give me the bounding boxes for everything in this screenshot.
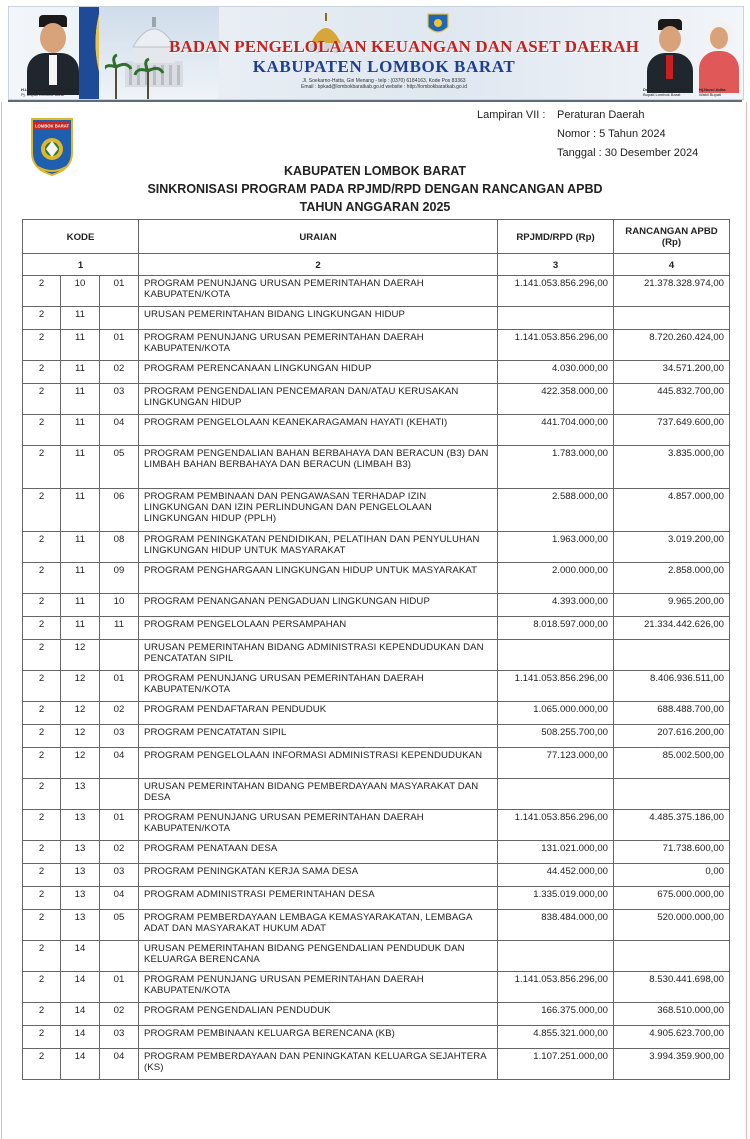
lampiran-nomor: Nomor : 5 Tahun 2024 <box>557 128 666 140</box>
uraian-cell: URUSAN PEMERINTAHAN BIDANG PENGENDALIAN PENDUDUK DAN KELUARGA BERENCANA <box>139 941 498 972</box>
kode-urusan: 2 <box>23 330 61 361</box>
crest-label: LOMBOK BARAT <box>34 123 70 129</box>
table-row <box>23 748 730 779</box>
kode-urusan: 2 <box>23 384 61 415</box>
kode-program: 03 <box>100 384 139 415</box>
kode-bidang: 11 <box>61 415 100 446</box>
table-row <box>23 532 730 563</box>
table-row <box>23 1049 730 1080</box>
apbd-value: 4.485.375.186,00 <box>614 810 730 841</box>
kode-urusan: 2 <box>23 841 61 864</box>
rpjmd-value: 1.141.053.856.296,00 <box>498 671 614 702</box>
rpjmd-value: 422.358.000,00 <box>498 384 614 415</box>
table-row <box>23 617 730 640</box>
kode-bidang: 12 <box>61 671 100 702</box>
kode-bidang: 12 <box>61 748 100 779</box>
table-row <box>23 489 730 532</box>
lampiran-label: Lampiran VII : <box>477 109 546 121</box>
uraian-cell: PROGRAM PENUNJANG URUSAN PEMERINTAHAN DAERAH KABUPATEN/KOTA <box>139 276 498 307</box>
uraian-cell: URUSAN PEMERINTAHAN BIDANG ADMINISTRASI KEPENDUDUKAN DAN PENCATATAN SIPIL <box>139 640 498 671</box>
kode-urusan: 2 <box>23 887 61 910</box>
apbd-value: 688.488.700,00 <box>614 702 730 725</box>
apbd-value: 34.571.200,00 <box>614 361 730 384</box>
apbd-value: 368.510.000,00 <box>614 1003 730 1026</box>
rpjmd-value <box>498 640 614 671</box>
kode-program: 04 <box>100 1049 139 1080</box>
kode-program: 05 <box>100 910 139 941</box>
kode-program: 01 <box>100 276 139 307</box>
right-margin-line <box>746 102 747 1139</box>
apbd-value: 9.965.200,00 <box>614 594 730 617</box>
apbd-value: 207.616.200,00 <box>614 725 730 748</box>
apbd-value: 71.738.600,00 <box>614 841 730 864</box>
table-row <box>23 779 730 810</box>
rpjmd-value: 1.107.251.000,00 <box>498 1049 614 1080</box>
uraian-cell: PROGRAM PERENCANAAN LINGKUNGAN HIDUP <box>139 361 498 384</box>
kode-bidang: 14 <box>61 1026 100 1049</box>
kode-bidang: 11 <box>61 330 100 361</box>
doc-title-line3: TAHUN ANGGARAN 2025 <box>299 200 451 214</box>
palm-trees-icon <box>105 53 165 99</box>
kode-bidang: 13 <box>61 841 100 864</box>
header-rancangan: RANCANGAN APBD (Rp) <box>614 220 730 254</box>
kode-bidang: 11 <box>61 563 100 594</box>
kode-urusan: 2 <box>23 563 61 594</box>
apbd-value <box>614 640 730 671</box>
uraian-cell: PROGRAM PEMBINAAN KELUARGA BERENCANA (KB) <box>139 1026 498 1049</box>
kode-bidang: 12 <box>61 725 100 748</box>
apbd-value: 85.002.500,00 <box>614 748 730 779</box>
kode-urusan: 2 <box>23 307 61 330</box>
right-official-photo-2 <box>697 19 741 93</box>
apbd-value: 445.832.700,00 <box>614 384 730 415</box>
left-official-title: Pj. Bupati Lombok Barat <box>21 92 65 97</box>
kode-program: 01 <box>100 671 139 702</box>
kode-bidang: 11 <box>61 489 100 532</box>
apbd-value: 3.835.000,00 <box>614 446 730 489</box>
right-official-1-name: Drs. H.Lalu Ahmad Zaini <box>643 87 690 92</box>
kode-bidang: 14 <box>61 1049 100 1080</box>
apbd-value: 21.334.442.626,00 <box>614 617 730 640</box>
uraian-cell: PROGRAM PENGHARGAAN LINGKUNGAN HIDUP UNTUK MASYARAKAT <box>139 563 498 594</box>
uraian-cell: PROGRAM PEMBINAAN DAN PENGAWASAN TERHADAP IZIN LINGKUNGAN DAN IZIN PERLINDUNGAN DAN PENGELOLAAN LINGKUNGAN HIDUP (PPLH) <box>139 489 498 532</box>
header-number-3: 3 <box>498 254 614 276</box>
rpjmd-value: 4.030.000,00 <box>498 361 614 384</box>
kode-program: 02 <box>100 1003 139 1026</box>
rpjmd-value: 77.123.000,00 <box>498 748 614 779</box>
uraian-cell: PROGRAM PENINGKATAN KERJA SAMA DESA <box>139 864 498 887</box>
rpjmd-value <box>498 307 614 330</box>
left-official-photo <box>23 13 83 93</box>
table-row <box>23 864 730 887</box>
agency-address <box>229 78 539 90</box>
kode-program: 01 <box>100 810 139 841</box>
right-official-1-title: Bupati Lombok Barat <box>643 92 681 97</box>
table-row <box>23 384 730 415</box>
table-row <box>23 640 730 671</box>
rpjmd-value: 2.588.000,00 <box>498 489 614 532</box>
rpjmd-value: 1.963.000,00 <box>498 532 614 563</box>
apbd-value: 4.905.623.700,00 <box>614 1026 730 1049</box>
table-row <box>23 887 730 910</box>
kode-bidang: 10 <box>61 276 100 307</box>
kode-bidang: 13 <box>61 910 100 941</box>
kode-bidang: 13 <box>61 864 100 887</box>
rpjmd-value <box>498 941 614 972</box>
table-row <box>23 671 730 702</box>
kode-program: 06 <box>100 489 139 532</box>
uraian-cell: PROGRAM PENDAFTARAN PENDUDUK <box>139 702 498 725</box>
uraian-cell: URUSAN PEMERINTAHAN BIDANG LINGKUNGAN HIDUP <box>139 307 498 330</box>
regency-logo-icon <box>427 13 449 37</box>
apbd-value: 737.649.600,00 <box>614 415 730 446</box>
uraian-cell: PROGRAM PENINGKATAN PENDIDIKAN, PELATIHAN DAN PENYULUHAN LINGKUNGAN HIDUP UNTUK MASYARAKAT <box>139 532 498 563</box>
address-line: Jl. Soekarno-Hatta, Giri Menang - telp : (0370) 6184163, Kode Pos 83363 <box>302 78 466 84</box>
rpjmd-value: 441.704.000,00 <box>498 415 614 446</box>
uraian-cell: PROGRAM PENGELOLAAN INFORMASI ADMINISTRASI KEPENDUDUKAN <box>139 748 498 779</box>
rpjmd-value: 166.375.000,00 <box>498 1003 614 1026</box>
doc-title-line2: SINKRONISASI PROGRAM PADA RPJMD/RPD DENGAN RANCANGAN APBD <box>147 182 603 196</box>
agency-subtitle: KABUPATEN LOMBOK BARAT <box>252 57 516 76</box>
kode-urusan: 2 <box>23 594 61 617</box>
kode-urusan: 2 <box>23 361 61 384</box>
table-row <box>23 330 730 361</box>
kode-bidang: 14 <box>61 1003 100 1026</box>
rpjmd-value: 4.393.000,00 <box>498 594 614 617</box>
kode-bidang: 11 <box>61 307 100 330</box>
kode-urusan: 2 <box>23 532 61 563</box>
rpjmd-value: 1.141.053.856.296,00 <box>498 972 614 1003</box>
uraian-cell: PROGRAM PENGELOLAAN KEANEKARAGAMAN HAYATI (KEHATI) <box>139 415 498 446</box>
apbd-value: 2.858.000,00 <box>614 563 730 594</box>
table-row <box>23 563 730 594</box>
header-number-4: 4 <box>614 254 730 276</box>
program-sync-table <box>22 219 729 1080</box>
rpjmd-value: 1.783.000,00 <box>498 446 614 489</box>
kode-urusan: 2 <box>23 617 61 640</box>
rpjmd-value: 2.000.000,00 <box>498 563 614 594</box>
rpjmd-value: 838.484.000,00 <box>498 910 614 941</box>
rpjmd-value: 1.335.019.000,00 <box>498 887 614 910</box>
table-row <box>23 1003 730 1026</box>
left-margin-line <box>1 102 2 1139</box>
apbd-value: 8.406.936.511,00 <box>614 671 730 702</box>
kode-program <box>100 307 139 330</box>
kode-urusan: 2 <box>23 489 61 532</box>
uraian-cell: PROGRAM PENCATATAN SIPIL <box>139 725 498 748</box>
kode-urusan: 2 <box>23 671 61 702</box>
kode-program: 02 <box>100 841 139 864</box>
kode-program: 02 <box>100 702 139 725</box>
rpjmd-value: 1.141.053.856.296,00 <box>498 330 614 361</box>
left-official-name: H.LALU AHMAD ZAINI, SE.MM <box>21 87 79 92</box>
kode-bidang: 13 <box>61 810 100 841</box>
rpjmd-value: 131.021.000,00 <box>498 841 614 864</box>
apbd-value: 21.378.328.974,00 <box>614 276 730 307</box>
rpjmd-value: 44.452.000,00 <box>498 864 614 887</box>
kode-program: 03 <box>100 725 139 748</box>
kode-program: 04 <box>100 748 139 779</box>
right-official-2-name: Hj.Nurul Adha <box>699 87 726 92</box>
letterhead-banner <box>8 6 744 100</box>
kode-bidang: 11 <box>61 446 100 489</box>
uraian-cell: PROGRAM PENGELOLAAN PERSAMPAHAN <box>139 617 498 640</box>
kode-bidang: 11 <box>61 594 100 617</box>
kode-urusan: 2 <box>23 779 61 810</box>
header-kode: KODE <box>23 220 139 254</box>
banner-divider <box>8 100 742 102</box>
contact-line: Email : bpkad@lombokbaratkab.go.id website : http://lombokbaratkab.go.id <box>300 84 467 90</box>
kode-program: 01 <box>100 972 139 1003</box>
uraian-cell: PROGRAM PENUNJANG URUSAN PEMERINTAHAN DAERAH KABUPATEN/KOTA <box>139 972 498 1003</box>
rpjmd-value <box>498 779 614 810</box>
uraian-cell: PROGRAM ADMINISTRASI PEMERINTAHAN DESA <box>139 887 498 910</box>
kode-program: 03 <box>100 1026 139 1049</box>
kode-program: 01 <box>100 330 139 361</box>
kode-program: 09 <box>100 563 139 594</box>
apbd-value <box>614 941 730 972</box>
kode-bidang: 12 <box>61 640 100 671</box>
kode-program: 10 <box>100 594 139 617</box>
table-row <box>23 702 730 725</box>
kode-urusan: 2 <box>23 1049 61 1080</box>
kode-urusan: 2 <box>23 864 61 887</box>
table-row <box>23 972 730 1003</box>
table-row <box>23 725 730 748</box>
table-row <box>23 910 730 941</box>
header-number-1: 1 <box>23 254 139 276</box>
kode-urusan: 2 <box>23 972 61 1003</box>
kode-urusan: 2 <box>23 702 61 725</box>
kode-program: 02 <box>100 361 139 384</box>
doc-title-line1: KABUPATEN LOMBOK BARAT <box>284 164 466 178</box>
kode-urusan: 2 <box>23 276 61 307</box>
uraian-cell: PROGRAM PENGENDALIAN PENDUDUK <box>139 1003 498 1026</box>
right-official-2-title: Wakil Bupati <box>699 92 722 97</box>
kode-bidang: 14 <box>61 941 100 972</box>
kode-bidang: 13 <box>61 887 100 910</box>
table-row <box>23 841 730 864</box>
kode-urusan: 2 <box>23 446 61 489</box>
apbd-value: 520.000.000,00 <box>614 910 730 941</box>
rpjmd-value: 8.018.597.000,00 <box>498 617 614 640</box>
rpjmd-value: 4.855.321.000,00 <box>498 1026 614 1049</box>
header-uraian: URAIAN <box>139 220 498 254</box>
kode-bidang: 12 <box>61 702 100 725</box>
table-row <box>23 446 730 489</box>
uraian-cell: URUSAN PEMERINTAHAN BIDANG PEMBERDAYAAN MASYARAKAT DAN DESA <box>139 779 498 810</box>
table-row <box>23 415 730 446</box>
table-row <box>23 276 730 307</box>
uraian-cell: PROGRAM PENGENDALIAN PENCEMARAN DAN/ATAU KERUSAKAN LINGKUNGAN HIDUP <box>139 384 498 415</box>
kode-program <box>100 941 139 972</box>
kode-bidang: 11 <box>61 361 100 384</box>
table-row <box>23 810 730 841</box>
kode-urusan: 2 <box>23 910 61 941</box>
table-body <box>23 276 730 1080</box>
rpjmd-value: 1.141.053.856.296,00 <box>498 276 614 307</box>
apbd-value: 3.019.200,00 <box>614 532 730 563</box>
uraian-cell: PROGRAM PEMBERDAYAAN LEMBAGA KEMASYARAKATAN, LEMBAGA ADAT DAN MASYARAKAT HUKUM ADAT <box>139 910 498 941</box>
apbd-value <box>614 307 730 330</box>
uraian-cell: PROGRAM PENUNJANG URUSAN PEMERINTAHAN DAERAH KABUPATEN/KOTA <box>139 671 498 702</box>
kode-program: 04 <box>100 887 139 910</box>
apbd-value: 8.530.441.698,00 <box>614 972 730 1003</box>
kode-program: 08 <box>100 532 139 563</box>
uraian-cell: PROGRAM PENANGANAN PENGADUAN LINGKUNGAN HIDUP <box>139 594 498 617</box>
apbd-value: 0,00 <box>614 864 730 887</box>
apbd-value <box>614 779 730 810</box>
lampiran-tanggal: Tanggal : 30 Desember 2024 <box>557 147 699 159</box>
kode-urusan: 2 <box>23 640 61 671</box>
kode-program <box>100 779 139 810</box>
right-official-photo-1 <box>645 17 695 93</box>
table-row <box>23 941 730 972</box>
uraian-cell: PROGRAM PENUNJANG URUSAN PEMERINTAHAN DAERAH KABUPATEN/KOTA <box>139 810 498 841</box>
header-number-2: 2 <box>139 254 498 276</box>
apbd-value: 4.857.000,00 <box>614 489 730 532</box>
rpjmd-value: 508.255.700,00 <box>498 725 614 748</box>
kode-urusan: 2 <box>23 725 61 748</box>
kode-urusan: 2 <box>23 941 61 972</box>
lampiran-value: Peraturan Daerah <box>557 109 645 121</box>
kode-program: 03 <box>100 864 139 887</box>
kode-bidang: 13 <box>61 779 100 810</box>
apbd-value: 8.720.260.424,00 <box>614 330 730 361</box>
apbd-value: 3.994.359.900,00 <box>614 1049 730 1080</box>
table-row <box>23 1026 730 1049</box>
kode-program: 05 <box>100 446 139 489</box>
kode-bidang: 11 <box>61 617 100 640</box>
uraian-cell: PROGRAM PENATAAN DESA <box>139 841 498 864</box>
apbd-value: 675.000.000,00 <box>614 887 730 910</box>
table-row <box>23 307 730 330</box>
kode-urusan: 2 <box>23 748 61 779</box>
kode-urusan: 2 <box>23 810 61 841</box>
uraian-cell: PROGRAM PEMBERDAYAAN DAN PENINGKATAN KELUARGA SEJAHTERA (KS) <box>139 1049 498 1080</box>
table-row <box>23 361 730 384</box>
agency-title: BADAN PENGELOLAAN KEUANGAN DAN ASET DAERAH <box>169 37 640 56</box>
rpjmd-value: 1.141.053.856.296,00 <box>498 810 614 841</box>
kode-urusan: 2 <box>23 1026 61 1049</box>
kode-urusan: 2 <box>23 1003 61 1026</box>
rpjmd-value: 1.065.000.000,00 <box>498 702 614 725</box>
kode-program: 04 <box>100 415 139 446</box>
kode-urusan: 2 <box>23 415 61 446</box>
kode-bidang: 14 <box>61 972 100 1003</box>
header-rpjmd: RPJMD/RPD (Rp) <box>498 220 614 254</box>
kode-bidang: 11 <box>61 532 100 563</box>
kode-bidang: 11 <box>61 384 100 415</box>
kode-program <box>100 640 139 671</box>
table-row <box>23 594 730 617</box>
uraian-cell: PROGRAM PENGENDALIAN BAHAN BERBAHAYA DAN BERACUN (B3) DAN LIMBAH BAHAN BERBAHAYA DAN BERACUN (LIMBAH B3) <box>139 446 498 489</box>
kode-program: 11 <box>100 617 139 640</box>
uraian-cell: PROGRAM PENUNJANG URUSAN PEMERINTAHAN DAERAH KABUPATEN/KOTA <box>139 330 498 361</box>
